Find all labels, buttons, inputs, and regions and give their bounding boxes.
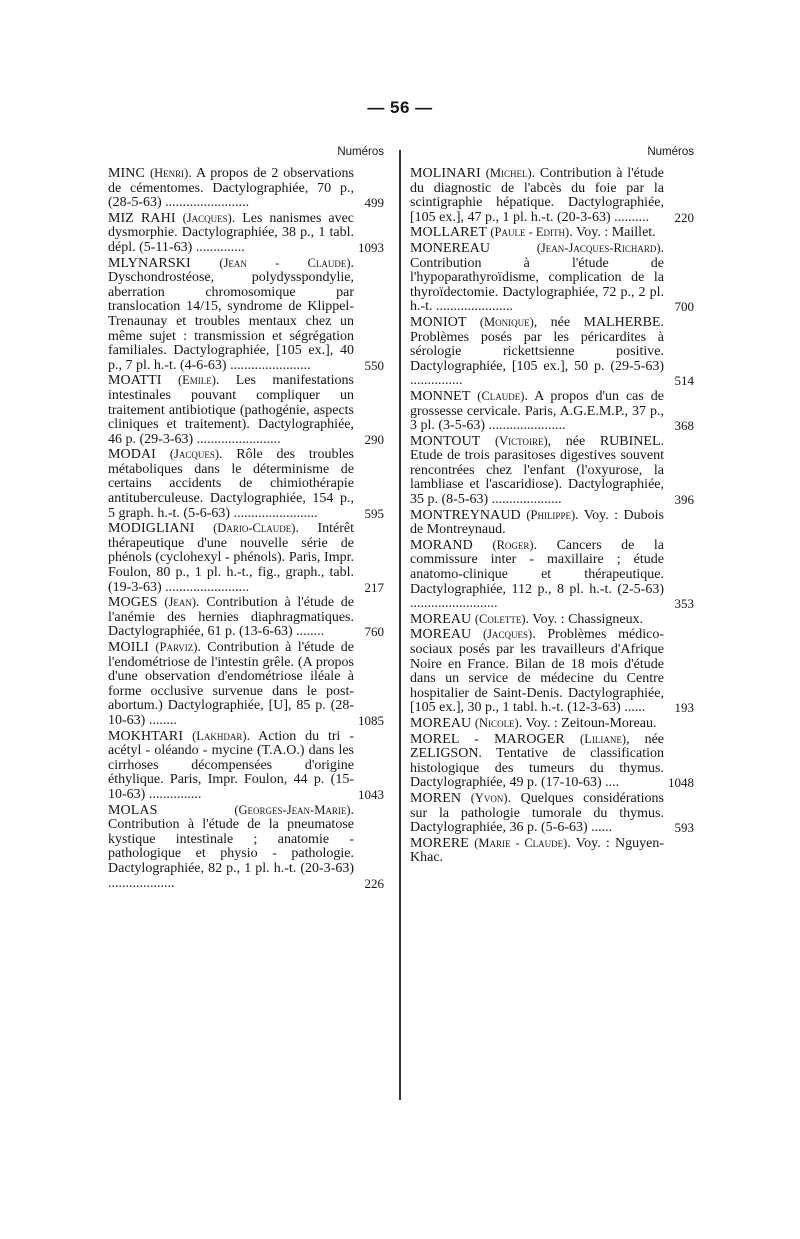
entry-text: . Voy. : Nguyen-Khac.	[410, 835, 664, 866]
thesis-entry	[410, 434, 694, 508]
thesis-entry	[410, 166, 694, 225]
author-surname: MODIGLIANI	[108, 521, 214, 537]
author-surname: MOLLARET	[410, 225, 491, 241]
entry-text: . Rôle des troubles métaboliques dans le déterminisme de certains accidents de chimiothérapie antituberculeuse. Dactylographiée, 154 p., 5 graph. h.-t. (5-6-63) ........................	[108, 447, 354, 521]
author-given-name: (Yvon)	[470, 790, 508, 805]
author-surname: MODAI	[108, 447, 170, 463]
author-given-name: (Paule - Edith)	[490, 225, 570, 240]
entry-text: . Voy. : Chassigneux.	[525, 611, 644, 627]
entry-text: , née ZELIGSON. Tentative de classification histologique des tumeurs du thymus. Dactylographiée, 49 p. (17-10-63) ....	[410, 731, 665, 791]
author-surname: MOLAS	[108, 802, 235, 818]
thesis-entry	[108, 640, 384, 729]
entry-text: . A propos de 2 observations de cémentomes. Dactylographiée, 70 p., (28-5-63) ........................	[108, 166, 355, 211]
entry-text: . Dyschondrostéose, polydysspondylie, aberration chromosomique par translocation 14/15, syndrome de Klippel-Trenaunay et troubles mentaux chez un même sujet : transmission et ségrégation familiales. Dactylographiée, [105 ex.], 40 p., 7 pl. h.-t. (4-6-63) .......................	[108, 255, 354, 373]
thesis-entry	[410, 612, 694, 628]
author-surname: MONTREYNAUD	[410, 507, 527, 523]
entry-text: . Action du tri - acétyl - oléando - mycine (T.A.O.) dans les cirrhoses décompensées d'origine éthylique. Paris, Impr. Foulon, 44 p. (15-10-63) ...............	[108, 728, 354, 802]
entry-text: . Contribution à l'étude du diagnostic de l'abcès du foie par la scintigraphie hépatique. Dactylographiée, [105 ex.], 47 p., 1 pl. h.-t. (20-3-63) ..........	[410, 166, 664, 225]
entry-text: . Contribution à l'étude de l'anémie des hernies diaphragmatiques. Dactylographiée, 61 p. (13-6-63) ........	[108, 595, 355, 640]
author-surname: MONNET	[410, 388, 478, 404]
author-given-name: (Lakhdar)	[192, 728, 247, 743]
author-surname: MORAND	[410, 537, 493, 553]
entry-number: 760	[364, 624, 384, 640]
thesis-entry	[108, 256, 384, 374]
author-surname: MLYNARSKI	[108, 255, 220, 271]
thesis-entry	[108, 373, 384, 447]
author-given-name: (Michel)	[485, 166, 532, 180]
entry-number: 514	[674, 373, 694, 389]
author-surname: MONIOT	[410, 314, 480, 330]
entry-number: 220	[674, 209, 694, 225]
thesis-entry	[410, 315, 694, 389]
entry-text: . Problèmes médico-sociaux posés par les travailleurs d'Afrique Noire en France. Bilan de 18 mois d'étude dans un service de médecine du Centre hospitalier de Saint-Denis. Dactylographiée, [105 ex.], 30 p., 1 tabl. h.-t. (12-3-63) ......	[410, 627, 664, 716]
author-given-name: (Henri)	[149, 166, 189, 180]
entry-number: 1085	[358, 712, 384, 728]
entry-text: . Les manifestations intestinales pouvant compliquer un traitement antibiotique (pathogénie, aspects cliniques et traitement). Dactylographiée, 46 p. (29-3-63) ........................	[108, 373, 354, 447]
author-surname: MINC	[108, 166, 150, 181]
entry-list	[108, 166, 384, 891]
entry-text: . Voy. : Maillet.	[569, 225, 656, 241]
author-given-name: (Parviz)	[155, 640, 198, 654]
author-surname: MONTOUT	[410, 433, 495, 449]
entry-number: 499	[364, 195, 384, 211]
author-given-name: (Jacques)	[169, 447, 220, 462]
thesis-entry	[108, 595, 384, 640]
author-given-name: (Jean-Jacques-Richard)	[536, 240, 661, 255]
thesis-entry	[410, 716, 694, 732]
author-surname: MORERE	[410, 835, 475, 851]
author-given-name: (Philippe)	[526, 507, 576, 522]
entry-text: . A propos d'un cas de grossesse cervicale. Paris, A.G.E.M.P., 37 p., 3 pl. (3-5-63) ......................	[410, 388, 664, 434]
entry-number: 193	[674, 700, 694, 716]
author-surname: MOREAU	[410, 611, 475, 627]
entry-number: 217	[364, 579, 384, 595]
thesis-entry	[410, 836, 694, 866]
column-divider	[399, 150, 401, 1100]
thesis-entry	[410, 508, 694, 538]
author-given-name: (Monique)	[479, 314, 534, 329]
thesis-entry	[410, 791, 694, 836]
author-given-name: (Emile)	[177, 373, 216, 388]
entry-text: . Voy. : Dubois de Montreynaud.	[410, 507, 664, 538]
entry-text: . Contribution à l'étude de la pneumatose kystique intestinale ; anatomie - pathologique et physio - pathologie. Dactylographiée, 82 p., 1 pl. h.-t. (20-3-63) ...................	[108, 802, 354, 891]
thesis-entry	[108, 803, 384, 892]
author-given-name: (Colette)	[474, 611, 526, 626]
entry-text: . Contribution à l'étude de l'hypoparathyroïdisme, complication de la thyroïdectomie. Dactylographiée, 72 p., 2 pl. h.-t. ......................	[410, 240, 664, 315]
entry-text: . Quelques considérations sur la pathologie tumorale du thymus. Dactylographiée, 36 p. (5-6-63) ......	[410, 790, 664, 836]
thesis-entry	[410, 732, 694, 791]
entry-number: 595	[364, 505, 384, 521]
entry-number: 593	[674, 820, 694, 836]
author-given-name: (Jacques)	[483, 627, 533, 642]
entry-number: 396	[674, 492, 694, 508]
author-surname: MIZ RAHI	[108, 210, 183, 226]
author-given-name: (Roger)	[492, 537, 534, 552]
entry-number: 550	[364, 357, 384, 373]
entry-number: 353	[674, 596, 694, 612]
author-surname: MOKHTARI	[108, 728, 193, 744]
author-given-name: (Claude)	[477, 388, 525, 403]
entry-number: 1048	[668, 775, 694, 791]
author-given-name: (Georges-Jean-Marie)	[234, 802, 351, 817]
author-given-name: (Victoire)	[494, 433, 548, 448]
thesis-entry	[410, 241, 694, 315]
thesis-entry	[108, 521, 384, 595]
thesis-entry	[108, 166, 384, 211]
entry-number: 290	[364, 431, 384, 447]
page-number: — 56 —	[367, 98, 433, 117]
author-given-name: (Jean - Claude)	[219, 255, 351, 270]
author-surname: MOREAU	[410, 627, 484, 643]
thesis-entry	[410, 225, 694, 241]
author-given-name: (Nicole)	[474, 715, 519, 730]
column-header: Numéros	[337, 146, 384, 158]
entry-number: 226	[364, 875, 384, 891]
thesis-entry	[108, 211, 384, 256]
author-given-name: (Jean)	[164, 595, 196, 610]
author-given-name: (Jacques)	[182, 210, 232, 225]
author-given-name: (Dario-Claude)	[213, 521, 296, 536]
author-surname: MOREN	[410, 790, 471, 806]
entry-text: , née MALHERBE. Problèmes posés par les péricardites à sérologie rickettsienne positive. Dactylographiée, [105 ex.], 50 p. (29-5-63) ...............	[410, 314, 664, 389]
thesis-entry	[108, 729, 384, 803]
entry-text: . Intérêt thérapeutique d'une nouvelle série de phénols (cyclohexyl - phénols). Paris, Impr. Foulon, 80 p., 1 pl. h.-t., fig., graph., tabl. (19-3-63) ........................	[108, 521, 354, 595]
entry-number: 1043	[358, 786, 384, 802]
author-surname: MONEREAU	[410, 240, 537, 256]
author-surname: MOILI	[108, 640, 156, 655]
entry-number: 700	[674, 299, 694, 315]
column-header: Numéros	[647, 146, 694, 158]
entry-text: . Cancers de la commissure inter - maxillaire ; étude anatomo-clinique et thérapeutique. Dactylographiée, 112 p., 8 pl. h.-t. (2-5-63) .........................	[410, 537, 664, 612]
entry-text: . Voy. : Zeitoun-Moreau.	[518, 715, 657, 731]
entry-list	[410, 166, 694, 866]
author-surname: MOATTI	[108, 373, 178, 389]
left-column	[108, 146, 384, 891]
entry-text: , née RUBINEL. Etude de trois parasitoses digestives souvent rencontrées chez l'enfant (l'oxyurose, la lambliase et l'ascaridiose). Dactylographiée, 35 p. (8-5-63) ....................	[410, 433, 664, 508]
author-surname: MOLINARI	[410, 166, 486, 181]
entry-number: 368	[674, 418, 694, 434]
thesis-entry	[108, 447, 384, 521]
author-given-name: (Liliane)	[580, 731, 626, 746]
thesis-entry	[410, 538, 694, 612]
author-surname: MOREAU	[410, 715, 475, 731]
right-column	[410, 146, 694, 866]
thesis-entry	[410, 389, 694, 434]
entry-text: . Contribution à l'étude de l'endométriose de l'intestin grêle. (A propos d'une observation d'endométriose iléale à forme occlusive survenue dans le post-abortum.) Dactylographiée, [U], 85 p. (28-10-63) ........	[108, 640, 354, 728]
author-given-name: (Marie - Claude)	[474, 835, 568, 850]
thesis-entry	[410, 627, 694, 716]
author-surname: MOREL - MAROGER	[410, 731, 581, 747]
author-surname: MOGES	[108, 595, 165, 611]
entry-number: 1093	[358, 239, 384, 255]
entry-text: . Les nanismes avec dysmorphie. Dactylographiée, 38 p., 1 tabl. dépl. (5-11-63) ..............	[108, 210, 354, 255]
